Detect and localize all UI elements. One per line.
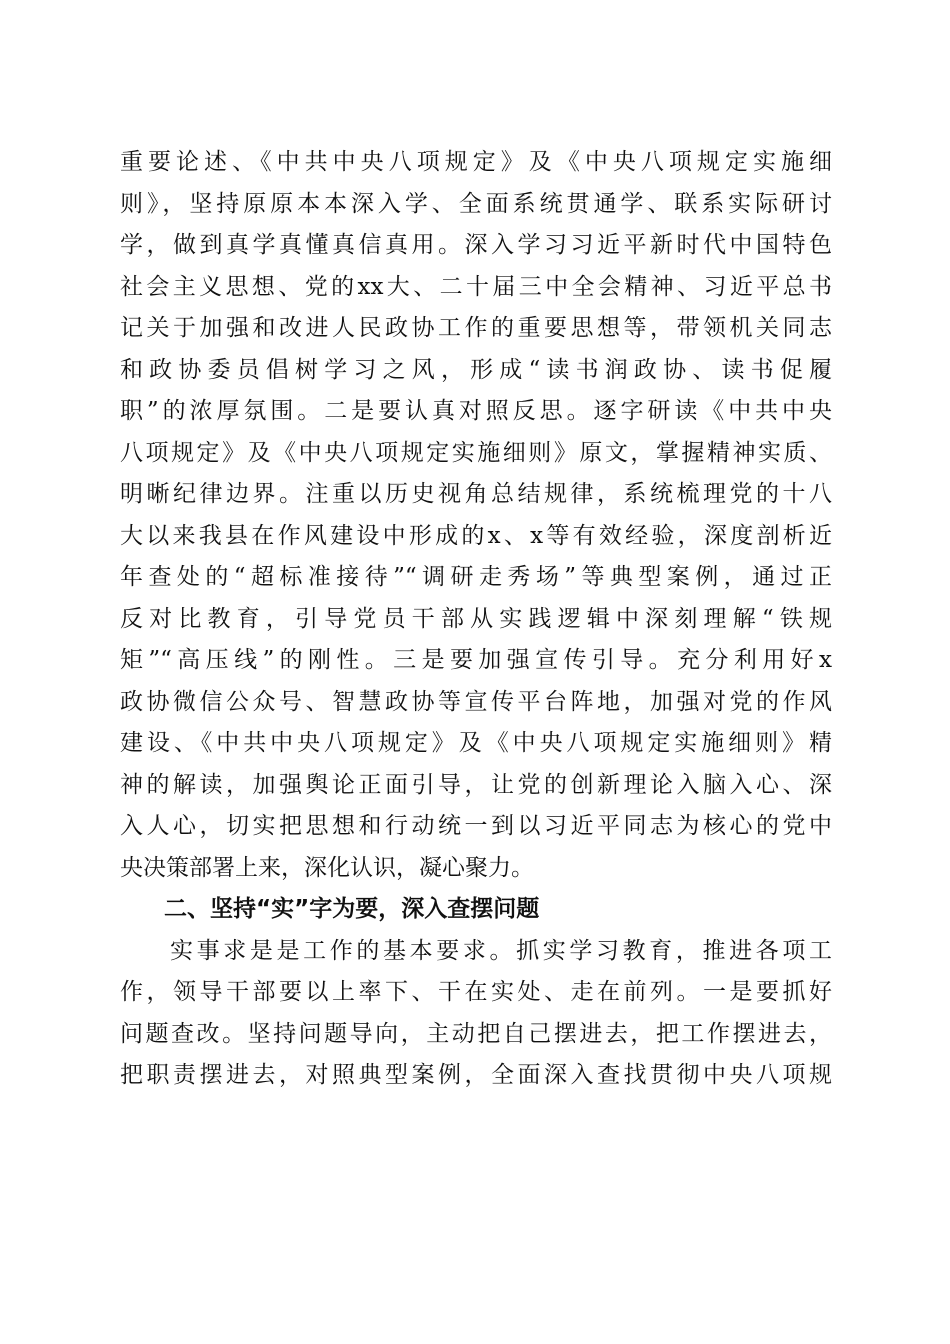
text-line: 问题查改。坚持问题导向，主动把自己摆进去，把工作摆进去， [120, 1020, 832, 1047]
text-line: 八项规定》及《中央八项规定实施细则》原文，掌握精神实质、 [120, 439, 832, 466]
paragraph-2 [120, 931, 832, 1097]
section-heading: 二、坚持“实”字为要，深入查摆问题 [164, 896, 540, 922]
text-line: 入人心，切实把思想和行动统一到以习近平同志为核心的党中 [120, 813, 832, 839]
text-line: 重要论述、《中共中央八项规定》及《中央八项规定实施细 [120, 149, 832, 175]
text-line: 则》，坚持原原本本深入学、全面系统贯通学、联系实际研讨 [120, 190, 832, 217]
document-body [120, 142, 832, 1097]
text-line: 反对比教育，引导党员干部从实践逻辑中深刻理解“铁规 [120, 605, 832, 632]
text-line: 神的解读，加强舆论正面引导，让党的创新理论入脑入心、深 [120, 771, 832, 798]
text-line: 建设、《中共中央八项规定》及《中央八项规定实施细则》精 [120, 730, 832, 756]
text-line: 社会主义思想、党的xx大、二十届三中全会精神、习近平总书 [120, 273, 832, 300]
text-line: 年查处的“超标准接待”“调研走秀场”等典型案例，通过正 [120, 564, 832, 590]
text-line: 记关于加强和改进人民政协工作的重要思想等，带领机关同志 [120, 315, 832, 341]
text-line: 实事求是是工作的基本要求。抓实学习教育，推进各项工 [170, 937, 832, 964]
text-line: 央决策部署上来，深化认识，凝心聚力。 [120, 854, 534, 881]
text-line: 学，做到真学真懂真信真用。深入学习习近平新时代中国特色 [120, 232, 832, 258]
text-line: 把职责摆进去，对照典型案例，全面深入查找贯彻中央八项规 [120, 1062, 832, 1088]
text-line: 政协微信公众号、智慧政协等宣传平台阵地，加强对党的作风 [120, 688, 832, 715]
text-line: 大以来我县在作风建设中形成的x、x等有效经验，深度剖析近 [120, 522, 832, 549]
text-line: 和政协委员倡树学习之风，形成“读书润政协、读书促履 [120, 356, 832, 383]
paragraph-1 [120, 142, 832, 889]
text-line: 明晰纪律边界。注重以历史视角总结规律，系统梳理党的十八 [120, 481, 832, 507]
text-line: 矩”“高压线”的刚性。三是要加强宣传引导。充分利用好x [120, 647, 832, 673]
text-line: 作，领导干部要以上率下、干在实处、走在前列。一是要抓好 [120, 979, 832, 1005]
text-line: 职”的浓厚氛围。二是要认真对照反思。逐字研读《中共中央 [120, 398, 832, 424]
